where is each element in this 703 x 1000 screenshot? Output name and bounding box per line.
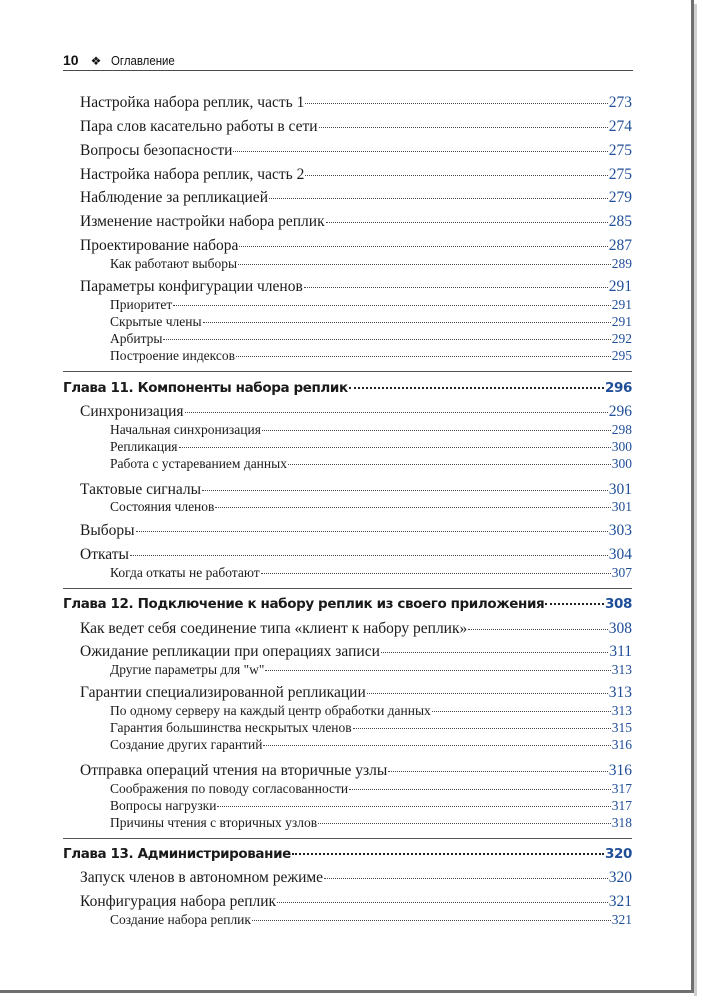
toc-entry[interactable] <box>80 403 632 421</box>
dot-leader <box>252 920 611 921</box>
toc-subentry[interactable] <box>110 499 632 515</box>
toc-entry-title: Параметры конфигурации членов <box>80 278 303 295</box>
toc-entry-title: Конфигурация набора реплик <box>80 893 277 910</box>
toc-entry-title: Синхронизация <box>80 403 184 420</box>
toc-page-number: 301 <box>611 499 632 514</box>
toc-entry-title: Скрытые члены <box>110 314 202 329</box>
toc-subentry[interactable] <box>110 781 632 797</box>
dot-leader <box>262 430 611 431</box>
dot-leader <box>388 771 608 772</box>
dot-leader <box>136 531 608 532</box>
toc-entry-title: Построение индексов <box>110 348 236 363</box>
toc-page-number: 273 <box>608 94 632 111</box>
toc-entry[interactable] <box>80 893 632 911</box>
page-number: 10 <box>63 52 79 68</box>
dot-leader <box>367 693 608 694</box>
dot-leader <box>269 198 608 199</box>
toc-entry-title: Гарантия большинства нескрытых членов <box>110 720 352 735</box>
dot-leader <box>215 507 610 508</box>
toc-page-number: 317 <box>611 781 632 796</box>
dot-leader <box>319 127 608 128</box>
toc-page-number: 304 <box>608 546 632 563</box>
toc-entry-title: Приоритет <box>110 297 173 312</box>
toc-entry-title: Арбитры <box>110 331 163 346</box>
chapter-divider <box>63 588 632 589</box>
toc-entry[interactable] <box>80 142 632 160</box>
toc-page-number: 298 <box>611 422 632 437</box>
toc-entry-title: Вопросы безопасности <box>80 142 233 159</box>
toc-entry-title: Изменение настройки набора реплик <box>80 213 325 230</box>
toc-page-number: 313 <box>611 662 632 677</box>
toc-entry[interactable] <box>80 278 632 296</box>
toc-entry-title: Другие параметры для "w" <box>110 662 265 677</box>
toc-subentry[interactable] <box>110 297 632 313</box>
toc-chapter-heading[interactable] <box>63 596 632 612</box>
toc-subentry[interactable] <box>110 348 632 364</box>
toc-entry-title: Причины чтения с вторичных узлов <box>110 815 318 830</box>
toc-page-number: 274 <box>608 118 632 135</box>
toc-page-number: 313 <box>611 703 632 718</box>
dot-leader <box>353 728 611 729</box>
toc-entry-title: Запуск членов в автономном режиме <box>80 869 324 886</box>
toc-page-number: 291 <box>608 278 632 295</box>
toc-entry[interactable] <box>80 684 632 702</box>
toc-entry-title: Откаты <box>80 546 129 563</box>
toc-entry-title: Пара слов касательно работы в сети <box>80 118 318 135</box>
toc-page-number: 275 <box>608 166 632 183</box>
toc-page-number: 292 <box>611 331 632 346</box>
toc-entry-title: Репликация <box>110 439 178 454</box>
toc-page-number: 303 <box>608 522 632 539</box>
toc-page-number: 315 <box>611 720 632 735</box>
toc-entry-title: Гарантии специализированной репликации <box>80 684 366 701</box>
toc-entry[interactable] <box>80 869 632 887</box>
dot-leader <box>381 652 608 653</box>
dot-leader <box>318 823 611 824</box>
dot-leader <box>468 629 607 630</box>
dot-leader <box>265 670 610 671</box>
toc-entry-title: По одному серверу на каждый центр обработки данных <box>110 703 431 718</box>
toc-page-number: 307 <box>611 565 632 580</box>
toc-subentry[interactable] <box>110 565 632 581</box>
toc-entry[interactable] <box>80 94 632 112</box>
toc-entry-title: Наблюдение за репликацией <box>80 189 268 206</box>
dot-leader <box>432 711 611 712</box>
toc-subentry[interactable] <box>110 815 632 831</box>
toc-chapter-heading[interactable] <box>63 380 632 396</box>
toc-subentry[interactable] <box>110 798 632 814</box>
toc-page-number: 295 <box>611 348 632 363</box>
toc-entry-title: Глава 12. Подключение к набору реплик из своего приложения <box>63 596 545 612</box>
chapter-divider <box>63 838 632 839</box>
toc-subentry[interactable] <box>110 662 632 678</box>
toc-subentry[interactable] <box>110 331 632 347</box>
toc-entry-title: Ожидание репликации при операциях записи <box>80 643 380 660</box>
dot-leader <box>304 287 608 288</box>
dot-leader <box>324 878 608 879</box>
dot-leader <box>236 356 611 357</box>
toc-entry-title: Настройка набора реплик, часть 2 <box>80 166 305 183</box>
toc-entry-title: Работа с устареванием данных <box>110 456 287 471</box>
chapter-divider <box>63 371 632 372</box>
toc-entry-title: Состояния членов <box>110 499 215 514</box>
toc-subentry[interactable] <box>110 703 632 719</box>
toc-page-number: 285 <box>608 213 632 230</box>
toc-entry-title: Вопросы нагрузки <box>110 798 217 813</box>
toc-page-number: 289 <box>611 256 632 271</box>
toc-entry-title: Соображения по поводу согласованности <box>110 781 349 796</box>
dot-leader <box>233 151 607 152</box>
toc-page-number: 317 <box>611 798 632 813</box>
toc-entry-title: Создание других гарантий <box>110 737 263 752</box>
dot-leader <box>349 387 604 389</box>
toc-page-number: 320 <box>608 869 632 886</box>
toc-page-number: 308 <box>608 620 632 637</box>
toc-entry-title: Глава 13. Администрирование <box>63 846 291 862</box>
toc-page-number: 311 <box>609 643 632 660</box>
toc-entry[interactable] <box>80 166 632 184</box>
toc-page-number: 313 <box>608 684 632 701</box>
dot-leader <box>288 464 611 465</box>
toc-subentry[interactable] <box>110 439 632 455</box>
dot-leader <box>130 555 608 556</box>
dot-leader <box>263 745 610 746</box>
dot-leader <box>326 222 608 223</box>
toc-page-number: 287 <box>608 237 632 254</box>
toc-entry-title: Проектирование набора <box>80 237 239 254</box>
toc-subentry[interactable] <box>110 422 632 438</box>
dot-leader <box>179 447 611 448</box>
toc-page-number: 318 <box>611 815 632 830</box>
toc-page-number: 316 <box>611 737 632 752</box>
toc-entry[interactable] <box>80 481 632 499</box>
toc-entry[interactable] <box>80 643 632 661</box>
dot-leader <box>238 264 611 265</box>
dot-leader <box>545 603 604 605</box>
toc-page-number: 316 <box>608 762 632 779</box>
toc-entry[interactable] <box>80 620 632 638</box>
toc-entry[interactable] <box>80 213 632 231</box>
toc-page-number: 308 <box>605 596 632 612</box>
toc-page-number: 321 <box>611 912 632 927</box>
dot-leader <box>305 103 607 104</box>
dot-leader <box>277 902 608 903</box>
dot-leader <box>261 573 611 574</box>
dot-leader <box>163 339 610 340</box>
toc-entry-title: Когда откаты не работают <box>110 565 260 580</box>
dot-leader <box>173 305 611 306</box>
dot-leader <box>202 490 608 491</box>
toc-subentry[interactable] <box>110 737 632 753</box>
toc-page-number: 291 <box>611 297 632 312</box>
dot-leader <box>217 806 610 807</box>
toc-entry-title: Тактовые сигналы <box>80 481 202 498</box>
toc-page-number: 296 <box>608 403 632 420</box>
toc-entry[interactable] <box>80 189 632 207</box>
toc-entry-title: Создание набора реплик <box>110 912 251 927</box>
toc-page-number: 296 <box>605 380 632 396</box>
toc-entry-title: Выборы <box>80 522 135 539</box>
toc-entry[interactable] <box>80 237 632 255</box>
toc-entry-title: Глава 11. Компоненты набора реплик <box>63 380 348 396</box>
toc-entry-title: Как работают выборы <box>110 256 238 271</box>
toc-subentry[interactable] <box>110 456 632 472</box>
toc-entry[interactable] <box>80 118 632 136</box>
section-title: Оглавление <box>111 53 176 68</box>
dot-leader <box>203 322 611 323</box>
dot-leader <box>185 412 608 413</box>
toc-subentry[interactable] <box>110 314 632 330</box>
dot-leader <box>292 853 604 855</box>
toc-entry-title: Как ведет себя соединение типа «клиент к набору реплик» <box>80 620 468 637</box>
toc-subentry[interactable] <box>110 720 632 736</box>
toc-page-number: 279 <box>608 189 632 206</box>
toc-entry[interactable] <box>80 546 632 564</box>
toc-subentry[interactable] <box>110 912 632 928</box>
toc-page-number: 321 <box>608 893 632 910</box>
toc-entry-title: Отправка операций чтения на вторичные узлы <box>80 762 388 779</box>
dot-leader <box>239 246 607 247</box>
toc-chapter-heading[interactable] <box>63 846 632 862</box>
toc-subentry[interactable] <box>110 256 632 272</box>
dot-leader <box>305 175 607 176</box>
dot-leader <box>349 789 611 790</box>
ornament-icon: ❖ <box>90 54 102 68</box>
toc-page-number: 291 <box>611 314 632 329</box>
toc-page-number: 301 <box>608 481 632 498</box>
toc-entry-title: Настройка набора реплик, часть 1 <box>80 94 305 111</box>
toc-entry[interactable] <box>80 762 632 780</box>
toc-entry[interactable] <box>80 522 632 540</box>
toc-entry-title: Начальная синхронизация <box>110 422 261 437</box>
toc-page-number: 275 <box>608 142 632 159</box>
toc-page-number: 300 <box>611 439 632 454</box>
toc-page-number: 300 <box>611 456 632 471</box>
toc-page-number: 320 <box>605 846 632 862</box>
